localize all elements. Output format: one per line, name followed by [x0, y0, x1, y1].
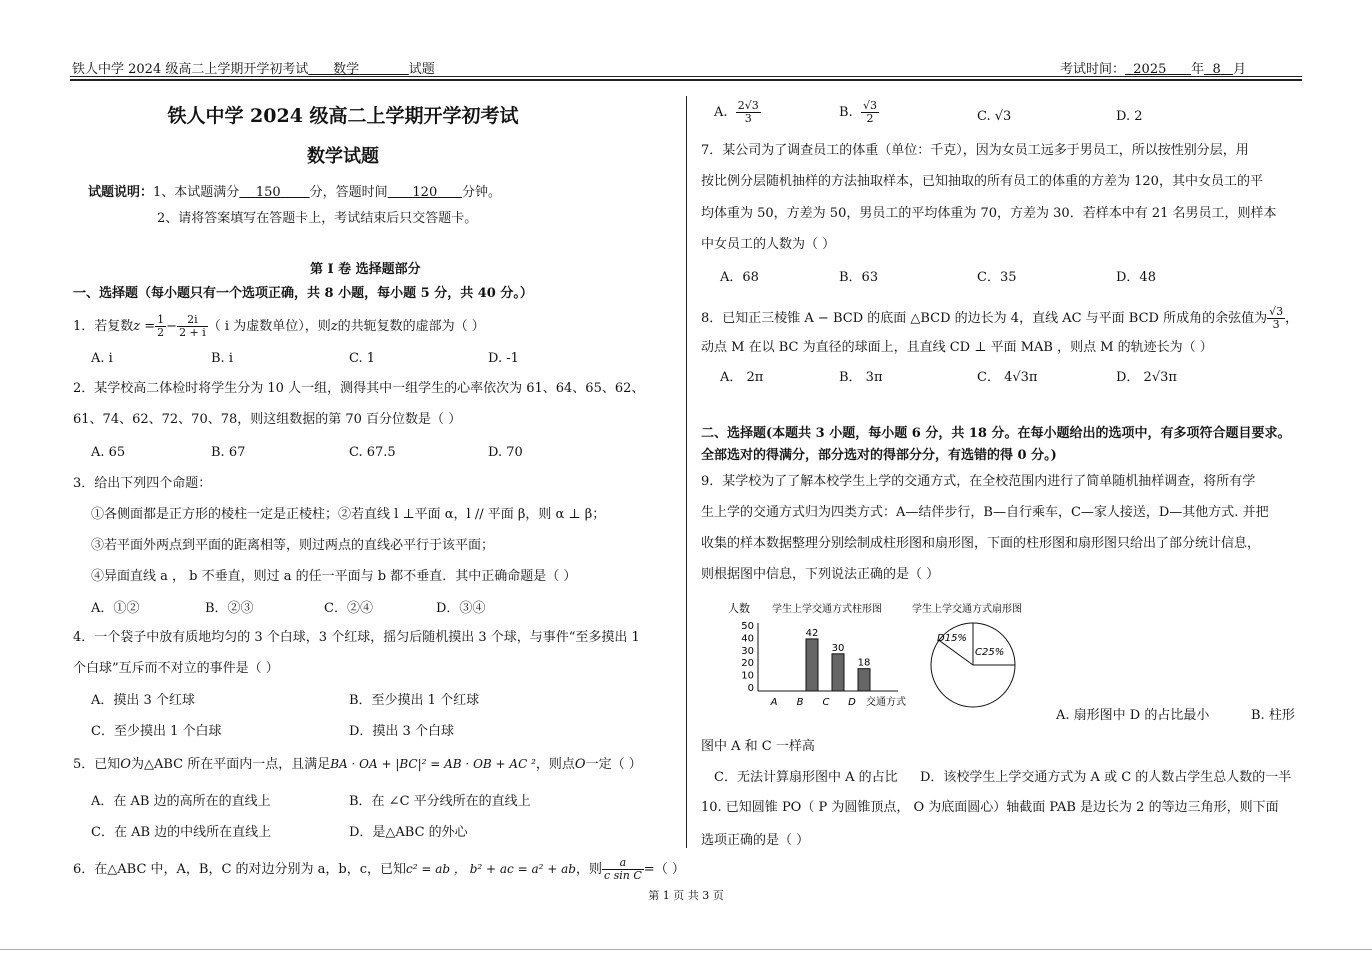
bar-ytick-label: 20: [741, 658, 754, 670]
q1-option-b: B. i: [211, 351, 233, 366]
question-3-line4: ④异面直线 a ， b 不垂直，则过 a 的任一平面与 b 都不垂直．其中正确命题是（ ）: [91, 569, 577, 584]
question-6: 6．在△ABC 中，A，B，C 的对边分别为 a，b，c，已知c² = ab ， b² + ac = a² + ab，则 $\frac{a}{\text{c sin C}}$ =（ ）: [73, 856, 685, 882]
q1-option-d: D. -1: [488, 351, 519, 366]
pie-chart: [912, 602, 1022, 707]
footer-rule: [0, 949, 1372, 950]
q8-option-a: A． 2π: [720, 370, 764, 385]
pie-slice-label: D15%: [937, 633, 967, 644]
q3-option-b: B．②③: [205, 601, 254, 616]
question-10-line2: 选项正确的是（ ）: [701, 833, 810, 848]
q1-option-c: C. 1: [349, 351, 376, 366]
section2-title-line2: 全部选对的得满分，部分选对的得部分分，有选错的得 0 分。): [701, 448, 1057, 463]
bar-ytick-label: 30: [741, 645, 754, 657]
bar-data-label: 18: [857, 657, 871, 669]
q7-option-c: C．35: [977, 270, 1017, 285]
q4-option-a: A．摸出 3 个红球: [91, 693, 195, 708]
section1-title: 一、选择题（每小题只有一个选项正确，共 8 小题，每小题 5 分，共 40 分。）: [73, 286, 533, 301]
header-rule: [70, 76, 1302, 77]
bar-ytick-label: 40: [741, 633, 754, 645]
q2-option-d: D. 70: [488, 445, 523, 460]
q3-option-c: C．②④: [324, 601, 373, 616]
question-10-line1: 10. 已知圆锥 PO（ P 为圆锥顶点， O 为底面圆心）轴截面 PAB 是边长为 2 的等边三角形，则下面: [701, 800, 1279, 815]
bar-ylabel: 人数: [728, 602, 750, 615]
bar-title: 学生上学交通方式柱形图: [772, 604, 882, 615]
bar-chart: [728, 601, 906, 708]
pie-slice-label: C25%: [975, 647, 1005, 658]
header-subject: 数学: [333, 62, 360, 77]
column-divider: [686, 96, 687, 848]
q7-option-d: D．48: [1116, 270, 1156, 285]
q1-option-a: A. i: [91, 351, 113, 366]
page-title: 铁人中学 2024 级高二上学期开学初考试: [167, 105, 519, 127]
bar-xtick-label: A: [770, 697, 778, 708]
q6-option-a: A. $\frac{2√3}{3}$: [714, 99, 759, 125]
instructions-line1: 试题说明：1、本试题满分 150 分，答题时间 120 分钟。: [88, 185, 502, 200]
question-2-line2: 61、74、62、72、70、78，则这组数据的第 70 百分位数是（ ）: [73, 412, 462, 427]
question-9-line1: 9．某学校为了了解本校学生上学的交通方式，在全校范围内进行了简单随机抽样调查，将所有学: [701, 474, 1256, 489]
bar-data-label: 42: [805, 627, 819, 639]
header-suffix: 试题: [408, 62, 435, 77]
header-year: 2025: [1133, 62, 1167, 77]
bar-ytick-label: 0: [747, 683, 754, 694]
q4-option-c: C．至少摸出 1 个白球: [91, 724, 222, 739]
header-left: [72, 58, 435, 77]
question-5: 5．已知O为△ABC 所在平面内一点，且满足BA · OA + |BC|² = AB · OB + AC ²，则点O一定（ ）: [73, 757, 642, 772]
question-1: 1．若复数z = $\frac{1}{2}$ − $\frac{2i}{2 + i}$ （ i 为虚数单位），则z的共轭复数的虚部为（ ）: [73, 313, 485, 339]
q6-option-b: B. $\frac{√3}{2}$: [839, 99, 877, 125]
bar-ytick-label: 50: [741, 621, 754, 632]
q3-option-a: A．①②: [91, 601, 140, 616]
pie-slice-boundary: [939, 640, 973, 665]
question-9-line4: 则根据图中信息，下列说法正确的是（ ）: [701, 567, 940, 582]
q9-option-c: C．无法计算扇形图中 A 的占比: [714, 770, 898, 785]
q7-option-b: B．63: [839, 270, 879, 285]
bar-mark: [858, 669, 870, 691]
q9-option-a: A. 扇形图中 D 的占比最小: [1056, 708, 1210, 723]
header-right: 考试时间： 2025 年 8 月: [1060, 62, 1247, 77]
question-3-line2: ①各侧面都是正方形的棱柱一定是正棱柱；②若直线 l ⊥平面 α，l // 平面 β，则 α ⊥ β；: [91, 507, 606, 522]
bar-xlabel: 交通方式: [866, 697, 906, 708]
question-8-line2: 动点 M 在以 BC 为直径的球面上，且直线 CD ⊥ 平面 MAB ，则点 M 的轨迹长为（ ）: [701, 340, 1213, 355]
bar-data-label: 30: [831, 642, 845, 654]
question-7-line4: 中女员工的人数为（ ）: [701, 237, 836, 252]
q8-option-b: B． 3π: [839, 370, 883, 385]
question-9-line3: 收集的样本数据整理分别绘制成柱形图和扇形图，下面的柱形图和扇形图只给出了部分统计信息，: [701, 536, 1261, 551]
q4-option-b: B．至少摸出 1 个红球: [349, 693, 480, 708]
bar-ytick-label: 10: [741, 670, 754, 682]
q4-option-d: D．摸出 3 个白球: [349, 724, 454, 739]
section2-title-line1: 二、选择题(本题共 3 小题，每小题 6 分，共 18 分。在每小题给出的选项中，有多项符合题目要求。: [701, 426, 1291, 441]
total-score: 150: [255, 185, 281, 200]
q8-option-c: C． 4√3π: [977, 370, 1038, 385]
header-exam-name: 铁人中学 2024 级高二上学期开学初考试: [72, 62, 309, 77]
page-footer: 第 1 页 共 3 页: [648, 889, 724, 902]
q6-option-d: D. 2: [1116, 109, 1143, 124]
q2-option-a: A. 65: [91, 445, 126, 460]
bar-xtick-label: B: [796, 697, 804, 708]
header-month: 8: [1212, 62, 1221, 77]
q5-option-b: B．在 ∠C 平分线所在的直线上: [349, 794, 531, 809]
header-time-label: 考试时间：: [1060, 62, 1126, 77]
question-3-line1: 3．给出下列四个命题：: [73, 476, 212, 491]
q6-option-c: C. √3: [977, 109, 1012, 124]
q5-vector-equation: BA · OA + |BC|² = AB · OB + AC ²: [330, 757, 536, 771]
header-rule-thick: [70, 79, 1302, 81]
q5-option-d: D．是△ABC 的外心: [349, 825, 468, 840]
question-7-line3: 均体重为 50，方差为 50，男员工的平均体重为 70，方差为 30．若样本中有 21 名男员工，则样本: [701, 206, 1277, 221]
q3-option-d: D．③④: [436, 601, 486, 616]
q8-option-d: D． 2√3π: [1116, 370, 1177, 385]
bar-xtick-label: D: [848, 697, 856, 708]
pie-title: 学生上学交通方式扇形图: [912, 604, 1022, 615]
exam-minutes: 120: [412, 185, 438, 200]
q9-option-d: D．该校学生上学交通方式为 A 或 C 的人数占学生总人数的一半: [920, 770, 1292, 785]
page-subtitle: 数学试题: [307, 146, 379, 167]
q9-option-b: B. 柱形: [1251, 708, 1295, 723]
question-8-line1: 8．已知正三棱锥 A − BCD 的底面 △BCD 的边长为 4，直线 AC 与平面 BCD 所成角的余弦值为 $\frac{√3}{3}$ ，: [701, 305, 1299, 331]
q9-charts: [726, 598, 1066, 710]
q5-option-c: C．在 AB 边的中线所在直线上: [91, 825, 272, 840]
q2-option-c: C. 67.5: [349, 445, 396, 460]
question-3-line3: ③若平面外两点到平面的距离相等，则过两点的直线必平行于该平面；: [91, 538, 495, 553]
q5-option-a: A．在 AB 边的高所在的直线上: [91, 794, 271, 809]
instructions-line2: 2、请将答案填写在答题卡上，考试结束后只交答题卡。: [157, 211, 478, 226]
q2-option-b: B. 67: [211, 445, 246, 460]
bar-mark: [832, 654, 844, 691]
part1-title: 第 I 卷 选择题部分: [310, 262, 421, 277]
question-7-line2: 按比例分层随机抽样的方法抽取样本，已知抽取的所有员工的体重的方差为 120，其中女员工的平: [701, 174, 1263, 189]
q7-option-a: A．68: [720, 270, 759, 285]
question-7-line1: 7．某公司为了调查员工的体重（单位：千克），因为女员工远多于男员工，所以按性别分层，用: [701, 143, 1249, 158]
question-2-line1: 2．某学校高二体检时将学生分为 10 人一组，测得其中一组学生的心率依次为 61、64、65、62、: [73, 381, 645, 396]
q9-option-b-cont: 图中 A 和 C 一样高: [701, 739, 815, 754]
bar-xtick-label: C: [822, 697, 830, 708]
question-4-line1: 4．一个袋子中放有质地均匀的 3 个白球，3 个红球，摇匀后随机摸出 3 个球，与事件“至多摸出 1: [73, 630, 640, 645]
question-4-line2: 个白球”互斥而不对立的事件是（ ）: [73, 661, 279, 676]
bar-mark: [806, 639, 818, 691]
question-9-line2: 生上学的交通方式归为四类方式：A—结伴步行，B—自行乘车，C—家人接送，D—其他方式. 并把: [701, 505, 1269, 520]
